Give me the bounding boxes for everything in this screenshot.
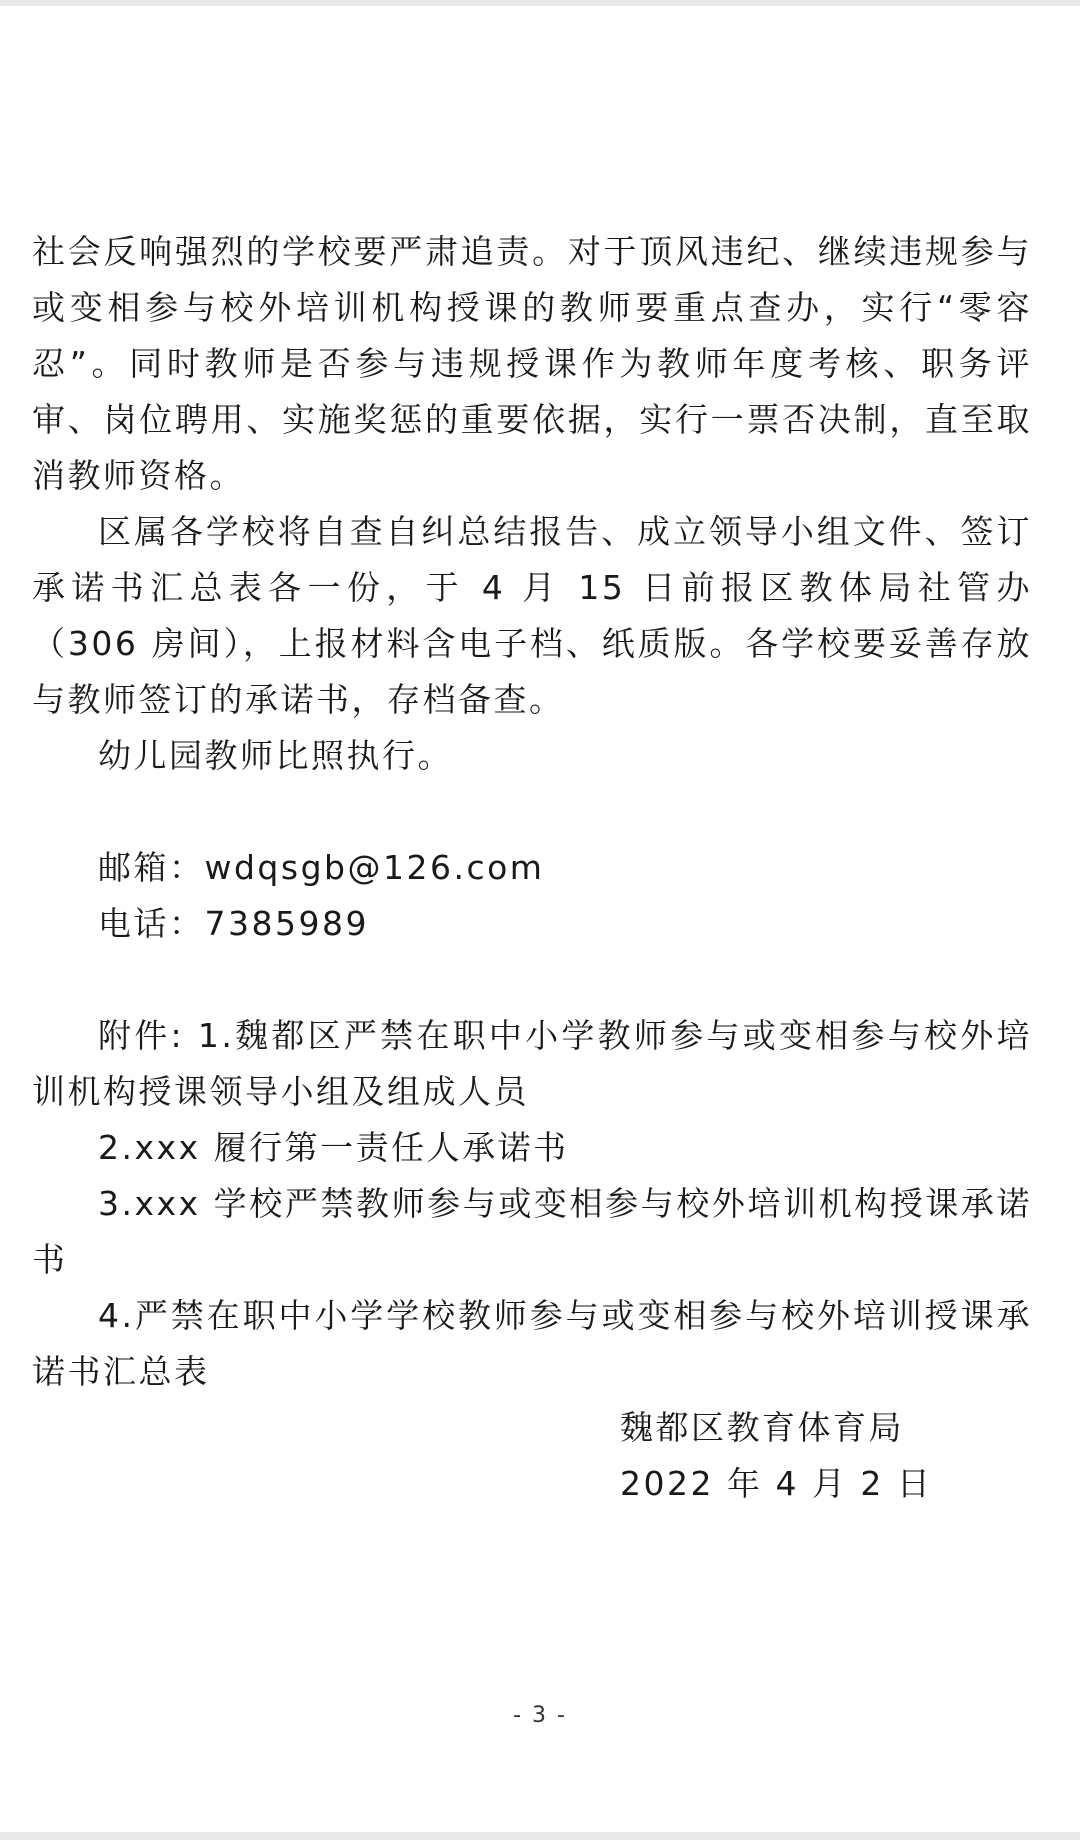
signature-org: 魏都区教育体育局 (620, 1408, 904, 1447)
blank-line (32, 784, 1032, 840)
attachment-3: 3.xxx 学校严禁教师参与或变相参与校外培训机构授课承诺书 (32, 1184, 1032, 1279)
signature-date: 2022 年 4 月 2 日 (620, 1464, 933, 1503)
attachment-2: 2.xxx 履行第一责任人承诺书 (98, 1128, 569, 1167)
attachment-1: 附件: 1.魏都区严禁在职中小学教师参与或变相参与校外培训机构授课领导小组及组成人员 (32, 1016, 1032, 1111)
paragraph-reporting: 区属各学校将自查自纠总结报告、成立领导小组文件、签订承诺书汇总表各一份，于 4 月 15 日前报区教体局社管办（306 房间），上报材料含电子档、纸质版。各学校要妥善存放与教师签订的承诺书，存档备查。 (32, 512, 1032, 719)
blank-line (32, 952, 1032, 1008)
paragraph-kindergarten: 幼儿园教师比照执行。 (98, 736, 453, 775)
document-page (0, 6, 1080, 1832)
paragraph-accountability: 社会反响强烈的学校要严肃追责。对于顶风违纪、继续违规参与或变相参与校外培训机构授课的教师要重点查办，实行“零容忍”。同时教师是否参与违规授课作为教师年度考核、职务评审、岗位聘用、实施奖惩的重要依据，实行一票否决制，直至取消教师资格。 (32, 232, 1032, 495)
contact-email: 邮箱：wdqsgb@126.com (98, 848, 545, 887)
page-number: - 3 - (513, 1703, 567, 1728)
document-body (32, 224, 1032, 1512)
attachment-4: 4.严禁在职中小学学校教师参与或变相参与校外培训授课承诺书汇总表 (32, 1296, 1032, 1391)
contact-phone: 电话：7385989 (98, 904, 369, 943)
